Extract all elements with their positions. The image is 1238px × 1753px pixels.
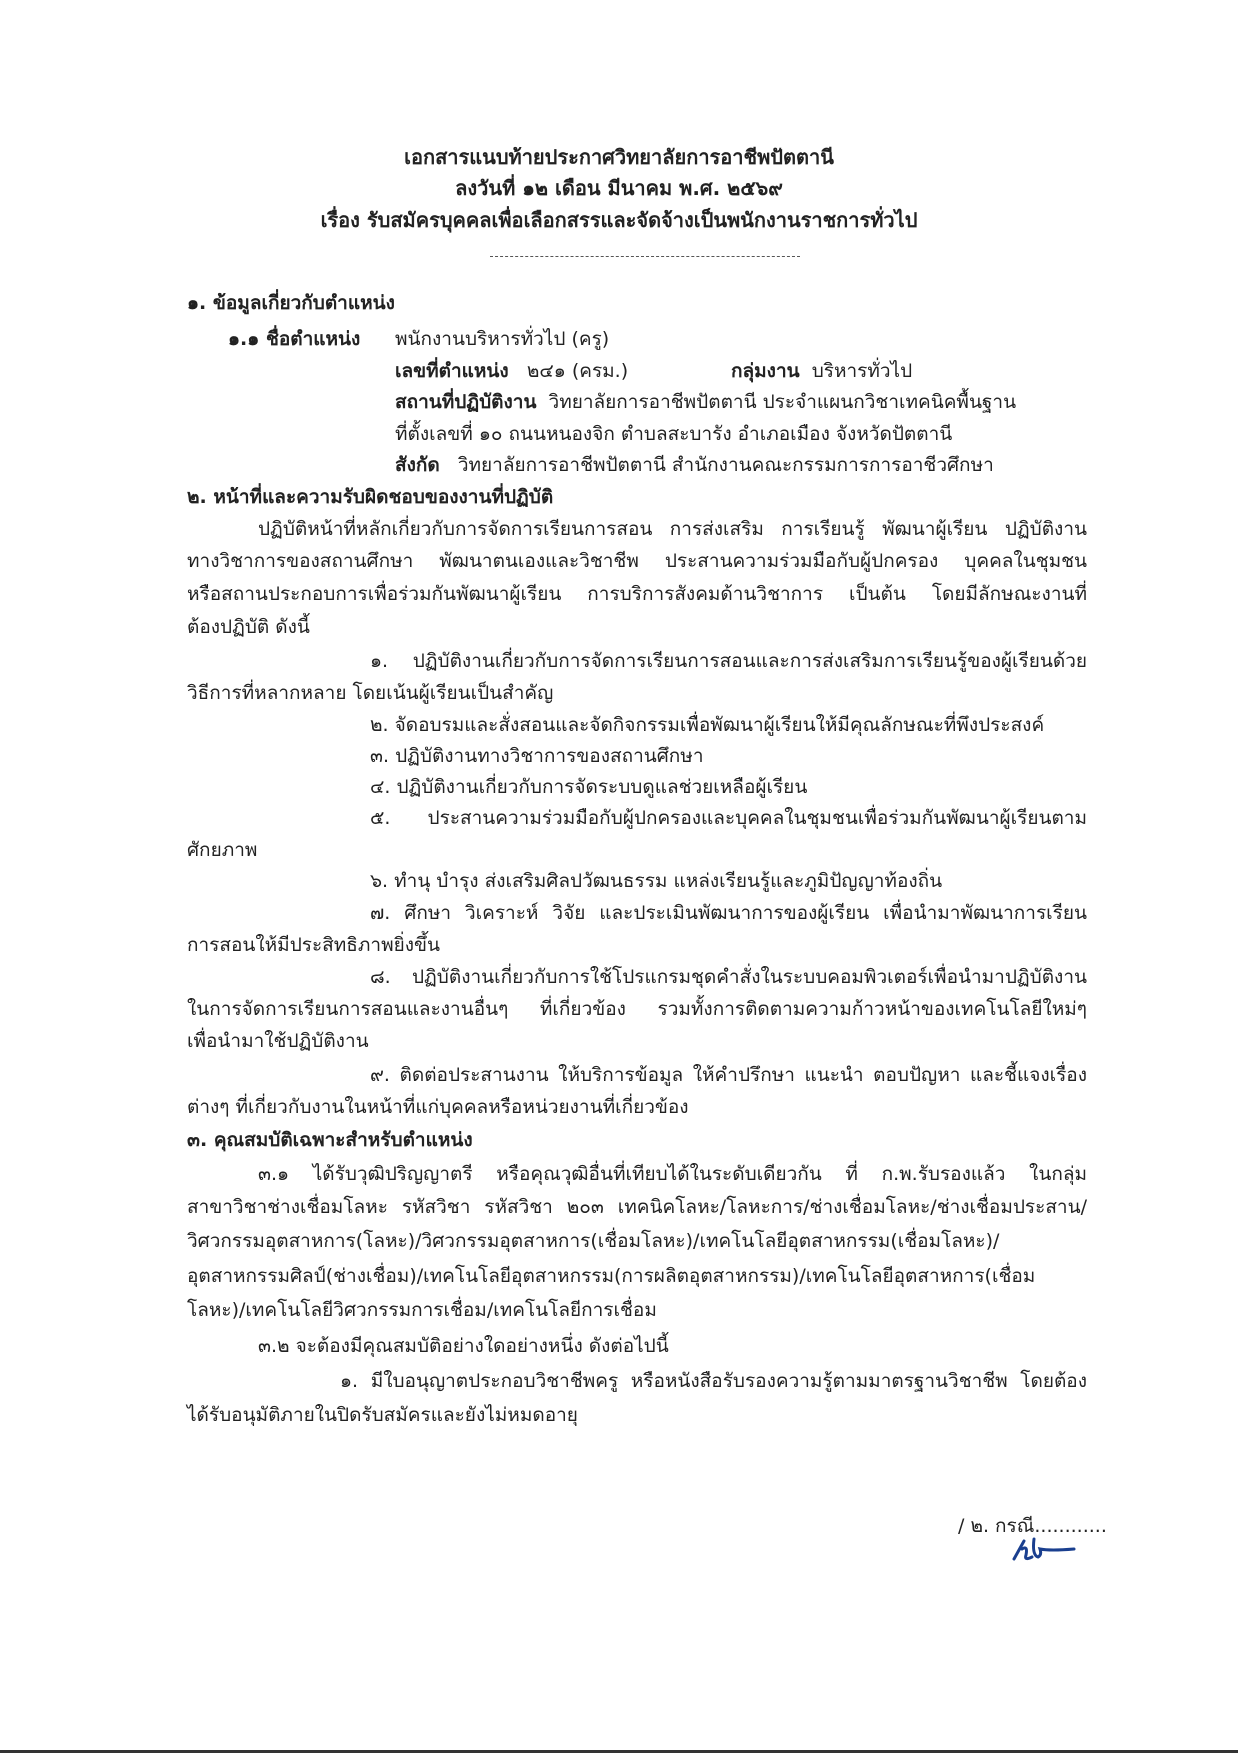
section2-intro-line: ทางวิชาการของสถานศึกษา พัฒนาตนเองและวิชาชีพ ประสานความร่วมมือกับผู้ปกครอง บุคคลในชุมชน (187, 550, 1087, 572)
header-divider (490, 256, 800, 257)
duty-item-5: ๕. ประสานความร่วมมือกับผู้ปกครองและบุคคลในชุมชนเพื่อร่วมกันพัฒนาผู้เรียนตาม (370, 807, 1087, 829)
section2-intro-line: ต้องปฏิบัติ ดังนี้ (187, 616, 310, 638)
duty-item-9: ๙. ติดต่อประสานงาน ให้บริการข้อมูล ให้คำปรึกษา แนะนำ ตอบปัญหา และชี้แจงเรื่อง (370, 1064, 1087, 1086)
position-number-label: เลขที่ตำแหน่ง (395, 360, 509, 382)
duty-item-7-cont: การสอนให้มีประสิทธิภาพยิ่งขึ้น (187, 934, 440, 956)
qualification-3-1: ๓.๑ ได้รับวุฒิปริญญาตรี หรือคุณวุฒิอื่นที่เทียบได้ในระดับเดียวกัน ที่ ก.พ.รับรองแล้ว ในกลุ่ม (258, 1163, 1087, 1185)
qualification-3-2: ๓.๒ จะต้องมีคุณสมบัติอย่างใดอย่างหนึ่ง ดังต่อไปนี้ (258, 1335, 669, 1357)
duty-item-8: ๘. ปฏิบัติงานเกี่ยวกับการใช้โปรแกรมชุดคำสั่งในระบบคอมพิวเตอร์เพื่อนำมาปฏิบัติงาน (370, 966, 1087, 988)
affiliation-row (395, 452, 994, 478)
qualification-3-1-cont: วิศวกรรมอุตสาหการ(โลหะ)/วิศวกรรมอุตสาหการ(เชื่อมโลหะ)/เทคโนโลยีอุตสาหกรรม(เชื่อมโลหะ)/ (187, 1230, 1000, 1252)
position-name-row (228, 326, 360, 352)
continuation-note: / ๒. กรณี............ (958, 1515, 1107, 1537)
workplace-row (395, 389, 1016, 415)
work-group-label: กลุ่มงาน (731, 360, 800, 382)
duty-item-9-cont: ต่างๆ ที่เกี่ยวกับงานในหน้าที่แก่บุคคลหรือหน่วยงานที่เกี่ยวข้อง (187, 1096, 689, 1118)
duty-item-8-cont: เพื่อนำมาใช้ปฏิบัติงาน (187, 1030, 369, 1052)
position-number-value: ๒๔๑ (ครม.) (526, 360, 629, 382)
position-name-value: พนักงานบริหารทั่วไป (ครู) (395, 328, 610, 350)
qualification-3-2-item-1-cont: ได้รับอนุมัติภายในปิดรับสมัครและยังไม่หมดอายุ (187, 1404, 578, 1426)
duty-item-8-cont: ในการจัดการเรียนการสอนและงานอื่นๆ ที่เกี่ยวข้อง รวมทั้งการติดตามความก้าวหน้าของเทคโนโลยีใหม่ๆ (187, 998, 1087, 1020)
affiliation-label: สังกัด (395, 454, 440, 476)
duty-item-2: ๒. จัดอบรมและสั่งสอนและจัดกิจกรรมเพื่อพัฒนาผู้เรียนให้มีคุณลักษณะที่พึงประสงค์ (370, 714, 1045, 736)
header-subject: เรื่อง รับสมัครบุคคลเพื่อเลือกสรรและจัดจ้างเป็นพนักงานราชการทั่วไป (320, 208, 918, 232)
section2-intro-line: หรือสถานประกอบการเพื่อร่วมกันพัฒนาผู้เรียน การบริการสังคมด้านวิชาการ เป็นต้น โดยมีลักษณะงานที่ (187, 583, 1087, 605)
section1-title: ๑. ข้อมูลเกี่ยวกับตำแหน่ง (187, 292, 395, 314)
qualification-3-1-cont: อุตสาหกรรมศิลป์(ช่างเชื่อม)/เทคโนโลยีอุตสาหกรรม(การผลิตอุตสาหกรรม)/เทคโนโลยีอุตสาหการ(เชื่อม (187, 1265, 1036, 1287)
header-date: ลงวันที่ ๑๒ เดือน มีนาคม พ.ศ. ๒๕๖๙ (455, 176, 783, 200)
duty-item-6: ๖. ทำนุ บำรุง ส่งเสริมศิลปวัฒนธรรม แหล่งเรียนรู้และภูมิปัญญาท้องถิ่น (370, 870, 943, 892)
duty-item-1: ๑. ปฏิบัติงานเกี่ยวกับการจัดการเรียนการสอนและการส่งเสริมการเรียนรู้ของผู้เรียนด้วย (370, 650, 1087, 672)
duty-item-3: ๓. ปฏิบัติงานทางวิชาการของสถานศึกษา (370, 745, 704, 767)
affiliation-value: วิทยาลัยการอาชีพปัตตานี สำนักงานคณะกรรมการการอาชีวศึกษา (457, 454, 994, 476)
position-name-label: ๑.๑ ชื่อตำแหน่ง (228, 328, 361, 350)
section3-title: ๓. คุณสมบัติเฉพาะสำหรับตำแหน่ง (187, 1129, 473, 1151)
duty-item-4: ๔. ปฏิบัติงานเกี่ยวกับการจัดระบบดูแลช่วยเหลือผู้เรียน (370, 776, 808, 798)
position-number-row (395, 358, 628, 384)
signature-initials (1010, 1535, 1080, 1565)
workplace-label: สถานที่ปฏิบัติงาน (395, 391, 537, 413)
workplace-value: วิทยาลัยการอาชีพปัตตานี ประจำแผนกวิชาเทคนิคพื้นฐาน (548, 391, 1017, 413)
qualification-3-1-cont: โลหะ)/เทคโนโลยีวิศวกรรมการเชื่อม/เทคโนโลยีการเชื่อม (187, 1299, 657, 1321)
section2-intro-line: ปฏิบัติหน้าที่หลักเกี่ยวกับการจัดการเรียนการสอน การส่งเสริม การเรียนรู้ พัฒนาผู้เรียน ปฏิบัติงาน (258, 518, 1087, 540)
duty-item-1-cont: วิธีการที่หลากหลาย โดยเน้นผู้เรียนเป็นสำคัญ (187, 682, 554, 704)
duty-item-5-cont: ศักยภาพ (187, 839, 258, 861)
qualification-3-1-cont: สาขาวิชาช่างเชื่อมโลหะ รหัสวิชา รหัสวิชา ๒๐๓ เทคนิคโลหะ/โลหะการ/ช่างเชื่อมโลหะ/ช่างเชื่อมประสาน/ (187, 1196, 1087, 1218)
section2-title: ๒. หน้าที่และความรับผิดชอบของงานที่ปฏิบัติ (187, 486, 554, 508)
work-group-value: บริหารทั่วไป (811, 360, 913, 382)
qualification-3-2-item-1: ๑. มีใบอนุญาตประกอบวิชาชีพครู หรือหนังสือรับรองความรู้ตามมาตรฐานวิชาชีพ โดยต้อง (340, 1370, 1087, 1392)
duty-item-7: ๗. ศึกษา วิเคราะห์ วิจัย และประเมินพัฒนาการของผู้เรียน เพื่อนำมาพัฒนาการเรียน (370, 902, 1087, 924)
address: ที่ตั้งเลขที่ ๑๐ ถนนหนองจิก ตำบลสะบารัง อำเภอเมือง จังหวัดปัตตานี (395, 423, 953, 445)
header-title: เอกสารแนบท้ายประกาศวิทยาลัยการอาชีพปัตตานี (404, 145, 834, 169)
work-group-row (731, 358, 912, 384)
